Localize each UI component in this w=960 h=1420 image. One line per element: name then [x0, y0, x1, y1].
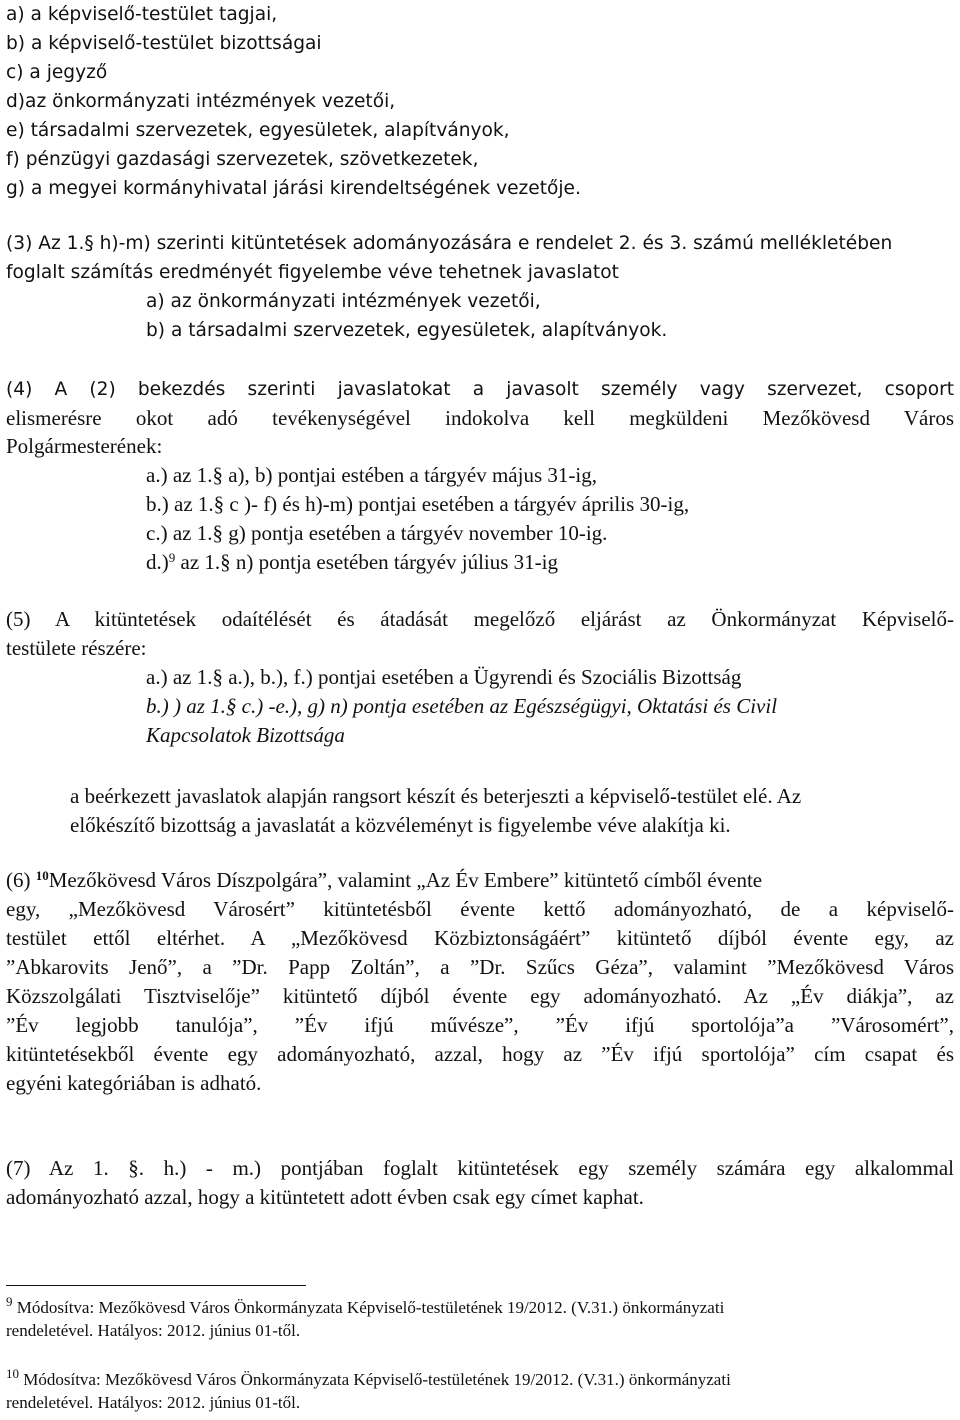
footnote-divider	[6, 1285, 306, 1286]
footnote-text: rendeletével. Hatályos: 2012. június 01-től.	[6, 1393, 301, 1412]
paragraph-5-line: (5) A kitüntetések odaítélését és átadását megelőző eljárást az Önkormányzat Képviselő-	[6, 607, 954, 631]
paragraph-6-line: egyéni kategóriában is adható.	[6, 1071, 262, 1095]
paragraph-number: (6)	[6, 868, 36, 892]
list-item: a) a képviselő-testület tagjai,	[6, 4, 278, 25]
list-item: b.) ) az 1.§ c.) -e.), g) n) pontja esetében az Egészségügyi, Oktatási és Civil	[146, 694, 778, 718]
footnote-ref[interactable]: 9	[168, 550, 176, 565]
paragraph-7-line: adományozható azzal, hogy a kitüntetett adott évben csak egy címet kaphat.	[6, 1185, 644, 1209]
footnote-number: 9	[6, 1294, 13, 1309]
closing-line: előkészítő bizottság a javaslatát a közvéleményt is figyelembe véve alakítja ki.	[70, 813, 731, 837]
list-item-d	[146, 548, 558, 577]
paragraph-6-line: kitüntetésekből évente egy adományozható, azzal, hogy az ”Év ifjú sportolója” cím csapat és	[6, 1042, 954, 1066]
item-label: d.)	[146, 550, 169, 574]
footnote	[6, 1366, 731, 1391]
paragraph-4-line: (4) A (2) bekezdés szerinti javaslatokat a javasolt személy vagy szervezet, csoport	[6, 379, 954, 400]
list-item: d)az önkormányzati intézmények vezetői,	[6, 91, 396, 112]
paragraph-6-line: Közszolgálati Tisztviselője” kitüntető díjból évente egy adományozható. Az „Év diákja”, az	[6, 984, 954, 1008]
footnote-number: 10	[6, 1366, 19, 1381]
paragraph-3-line: foglalt számítás eredményét figyelembe véve tehetnek javaslatot	[6, 262, 619, 283]
list-item: b) a képviselő-testület bizottságai	[6, 33, 322, 54]
list-item: f) pénzügyi gazdasági szervezetek, szövetkezetek,	[6, 149, 479, 170]
paragraph-3-line: (3) Az 1.§ h)-m) szerinti kitüntetések adományozására e rendelet 2. és 3. számú mellékletében	[6, 233, 893, 254]
list-item: c.) az 1.§ g) pontja esetében a tárgyév november 10-ig.	[146, 521, 608, 545]
paragraph-5-line: testülete részére:	[6, 636, 147, 660]
list-item: e) társadalmi szervezetek, egyesületek, alapítványok,	[6, 120, 510, 141]
list-item: b.) az 1.§ c )- f) és h)-m) pontjai esetében a tárgyév április 30-ig,	[146, 492, 690, 516]
paragraph-6-line	[6, 866, 762, 895]
list-item: c) a jegyző	[6, 62, 108, 83]
footnote-ref[interactable]: 10	[35, 868, 49, 883]
paragraph-7-line: (7) Az 1. §. h.) - m.) pontjában foglalt kitüntetések egy személy számára egy alkalommal	[6, 1156, 954, 1180]
item-text: az 1.§ n) pontja esetében tárgyév július 31-ig	[175, 550, 559, 574]
footnote-text: rendeletével. Hatályos: 2012. június 01-től.	[6, 1321, 301, 1340]
list-item: a.) az 1.§ a.), b.), f.) pontjai esetében a Ügyrendi és Szociális Bizottság	[146, 665, 742, 689]
list-item: Kapcsolatok Bizottsága	[146, 723, 345, 747]
paragraph-6-line: ”Abkarovits Jenő”, a ”Dr. Papp Zoltán”, a ”Dr. Szűcs Géza”, valamint ”Mezőkövesd Város	[6, 955, 954, 979]
list-item: a) az önkormányzati intézmények vezetői,	[146, 291, 541, 312]
closing-line: a beérkezett javaslatok alapján rangsort készít és beterjeszti a képviselő-testület elé. Az	[70, 784, 802, 808]
paragraph-6-line: egy, „Mezőkövesd Városért” kitüntetésből évente kettő adományozható, de a képviselő-	[6, 897, 954, 921]
paragraph-4-line: Polgármesterének:	[6, 434, 163, 458]
footnote-text: Módosítva: Mezőkövesd Város Önkormányzata Képviselő-testületének 19/2012. (V.31.) önkormányzati	[12, 1298, 725, 1317]
footnote	[6, 1294, 725, 1319]
paragraph-6-line: ”Év legjobb tanulója”, ”Év ifjú művésze”, ”Év ifjú sportolója”a ”Városomért”,	[6, 1013, 954, 1037]
paragraph-4-line: elismerésre okot adó tevékenységével indokolva kell megküldeni Mezőkövesd Város	[6, 406, 954, 430]
paragraph-6-line: testület ettől eltérhet. A „Mezőkövesd Közbiztonságáért” kitüntető díjból évente egy, az	[6, 926, 954, 950]
list-item: b) a társadalmi szervezetek, egyesületek, alapítványok.	[146, 320, 668, 341]
paragraph-text: Mezőkövesd Város Díszpolgára”, valamint „Az Év Embere” kitüntető címből évente	[48, 868, 763, 892]
list-item: a.) az 1.§ a), b) pontjai estében a tárgyév május 31-ig,	[146, 463, 597, 487]
footnote-text: Módosítva: Mezőkövesd Város Önkormányzata Képviselő-testületének 19/2012. (V.31.) önkormányzati	[19, 1370, 731, 1389]
list-item: g) a megyei kormányhivatal járási kirendeltségének vezetője.	[6, 178, 581, 199]
